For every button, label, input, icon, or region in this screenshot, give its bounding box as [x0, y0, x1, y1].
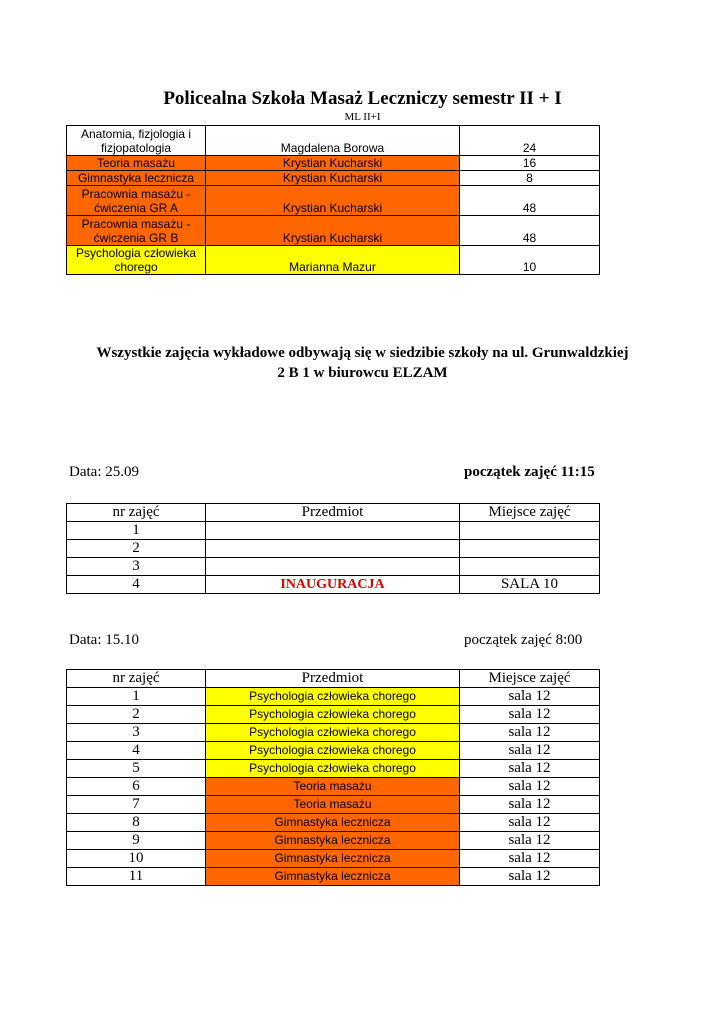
course-hours: 48 — [460, 216, 600, 246]
course-name: Psychologia człowieka chorego — [67, 246, 206, 275]
header-nr: nr zajęć — [67, 670, 206, 688]
course-teacher: Magdalena Borowa — [206, 126, 460, 156]
schedule-row — [67, 850, 600, 868]
schedule-row — [67, 540, 600, 558]
lesson-nr: 5 — [67, 760, 206, 778]
lesson-subject: Gimnastyka lecznicza — [206, 850, 460, 868]
page-title: Policealna Szkoła Masaż Leczniczy semestr II + I — [163, 88, 562, 109]
lesson-subject: Teoria masażu — [206, 796, 460, 814]
lesson-room: sala 12 — [460, 742, 600, 760]
notice-line: 2 B 1 w biurowcu ELZAM — [277, 365, 448, 381]
lesson-nr: 7 — [67, 796, 206, 814]
courses-table — [66, 125, 600, 275]
lesson-subject: Teoria masażu — [206, 778, 460, 796]
schedule-header-row — [67, 504, 600, 522]
lesson-room: sala 12 — [460, 760, 600, 778]
lesson-nr: 3 — [67, 558, 206, 576]
lesson-subject: Psychologia człowieka chorego — [206, 742, 460, 760]
notice-line: Wszystkie zajęcia wykładowe odbywają się w siedzibie szkoły na ul. Grunwaldzkiej — [96, 345, 629, 361]
header-room: Miejsce zajęć — [460, 504, 600, 522]
header-subject: Przedmiot — [206, 504, 460, 522]
schedule-row — [67, 724, 600, 742]
lesson-room: sala 12 — [460, 724, 600, 742]
course-teacher: Krystian Kucharski — [206, 156, 460, 171]
day1-start-time: początek zajęć 11:15 — [464, 464, 595, 480]
lesson-nr: 11 — [67, 868, 206, 886]
course-name: Pracownia masażu - ćwiczenia GR B — [67, 216, 206, 246]
course-teacher: Krystian Kucharski — [206, 171, 460, 186]
header-room: Miejsce zajęć — [460, 670, 600, 688]
schedule-header-row — [67, 670, 600, 688]
course-name: Teoria masażu — [67, 156, 206, 171]
course-teacher: Marianna Mazur — [206, 246, 460, 275]
course-hours: 10 — [460, 246, 600, 275]
lesson-subject: Psychologia człowieka chorego — [206, 724, 460, 742]
schedule-row — [67, 688, 600, 706]
schedule-row — [67, 760, 600, 778]
schedule-row — [67, 868, 600, 886]
lesson-nr: 1 — [67, 688, 206, 706]
lesson-room: sala 12 — [460, 868, 600, 886]
lesson-room: sala 12 — [460, 796, 600, 814]
schedule-row — [67, 706, 600, 724]
lesson-room — [460, 558, 600, 576]
day1-date: Data: 25.09 — [69, 464, 139, 480]
location-notice — [60, 343, 665, 383]
lesson-room: sala 12 — [460, 850, 600, 868]
schedule-row — [67, 558, 600, 576]
schedule-row — [67, 576, 600, 594]
lesson-subject: Psychologia człowieka chorego — [206, 706, 460, 724]
lesson-subject: Gimnastyka lecznicza — [206, 832, 460, 850]
day2-date: Data: 15.10 — [69, 632, 139, 648]
schedule-row — [67, 522, 600, 540]
schedule-row — [67, 832, 600, 850]
schedule-row — [67, 796, 600, 814]
day2-schedule-table — [66, 669, 600, 886]
lesson-nr: 1 — [67, 522, 206, 540]
course-hours: 24 — [460, 126, 600, 156]
class-code: ML II+I — [344, 111, 381, 123]
lesson-subject — [206, 522, 460, 540]
course-hours: 48 — [460, 186, 600, 216]
lesson-nr: 9 — [67, 832, 206, 850]
course-row — [67, 171, 600, 186]
lesson-nr: 3 — [67, 724, 206, 742]
lesson-room: SALA 10 — [460, 576, 600, 594]
day2-start-time: początek zajęć 8:00 — [464, 632, 583, 648]
course-hours: 8 — [460, 171, 600, 186]
lesson-nr: 6 — [67, 778, 206, 796]
lesson-room: sala 12 — [460, 832, 600, 850]
lesson-room — [460, 522, 600, 540]
day1-schedule-table — [66, 503, 600, 594]
schedule-row — [67, 778, 600, 796]
schedule-row — [67, 814, 600, 832]
lesson-subject — [206, 540, 460, 558]
lesson-nr: 2 — [67, 540, 206, 558]
lesson-room — [460, 540, 600, 558]
course-hours: 16 — [460, 156, 600, 171]
lesson-subject: INAUGURACJA — [206, 576, 460, 594]
lesson-nr: 4 — [67, 576, 206, 594]
lesson-subject: Gimnastyka lecznicza — [206, 868, 460, 886]
lesson-room: sala 12 — [460, 814, 600, 832]
course-name: Pracownia masażu - ćwiczenia GR A — [67, 186, 206, 216]
schedule-row — [67, 742, 600, 760]
lesson-room: sala 12 — [460, 778, 600, 796]
course-row — [67, 126, 600, 156]
lesson-nr: 2 — [67, 706, 206, 724]
course-name: Anatomia, fizjologia i fizjopatologia — [67, 126, 206, 156]
course-teacher: Krystian Kucharski — [206, 216, 460, 246]
header-nr: nr zajęć — [67, 504, 206, 522]
lesson-nr: 8 — [67, 814, 206, 832]
lesson-subject: Psychologia człowieka chorego — [206, 760, 460, 778]
course-row — [67, 156, 600, 171]
course-name: Gimnastyka lecznicza — [67, 171, 206, 186]
lesson-subject: Psychologia człowieka chorego — [206, 688, 460, 706]
course-row — [67, 186, 600, 216]
lesson-nr: 10 — [67, 850, 206, 868]
course-row — [67, 216, 600, 246]
lesson-room: sala 12 — [460, 688, 600, 706]
lesson-subject — [206, 558, 460, 576]
course-row — [67, 246, 600, 275]
lesson-subject: Gimnastyka lecznicza — [206, 814, 460, 832]
header-subject: Przedmiot — [206, 670, 460, 688]
lesson-room: sala 12 — [460, 706, 600, 724]
course-teacher: Krystian Kucharski — [206, 186, 460, 216]
lesson-nr: 4 — [67, 742, 206, 760]
